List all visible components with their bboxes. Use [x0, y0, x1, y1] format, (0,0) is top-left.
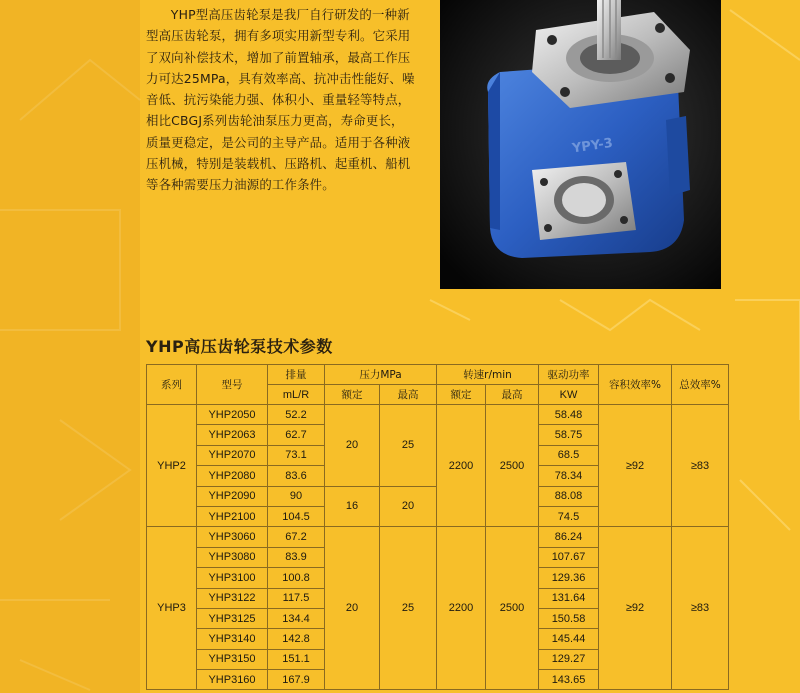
table-row — [147, 527, 729, 547]
speed-max-cell: 2500 — [486, 405, 539, 527]
model-cell: YHP3150 — [197, 649, 268, 669]
displacement-cell: 62.7 — [268, 425, 325, 445]
header-pressure-max: 最高 — [380, 385, 437, 405]
model-cell: YHP2063 — [197, 425, 268, 445]
displacement-cell: 83.9 — [268, 547, 325, 567]
model-cell: YHP3100 — [197, 568, 268, 588]
speed-max-cell: 2500 — [486, 527, 539, 690]
header-volumetric-efficiency: 容积效率% — [599, 365, 672, 405]
power-cell: 58.48 — [539, 405, 599, 425]
power-cell: 88.08 — [539, 486, 599, 506]
header-pressure: 压力MPa — [325, 365, 437, 385]
pressure-rated-cell: 20 — [325, 405, 380, 487]
power-cell: 143.65 — [539, 670, 599, 690]
displacement-cell: 167.9 — [268, 670, 325, 690]
pressure-max-cell: 25 — [380, 527, 437, 690]
power-cell: 145.44 — [539, 629, 599, 649]
table-title: YHP高压齿轮泵技术参数 — [146, 337, 333, 356]
header-series: 系列 — [147, 365, 197, 405]
model-cell: YHP2080 — [197, 466, 268, 486]
header-power-unit: KW — [539, 385, 599, 405]
displacement-cell: 83.6 — [268, 466, 325, 486]
model-cell: YHP3080 — [197, 547, 268, 567]
displacement-cell: 142.8 — [268, 629, 325, 649]
pressure-max-cell: 25 — [380, 405, 437, 487]
speed-rated-cell: 2200 — [437, 527, 486, 690]
displacement-cell: 90 — [268, 486, 325, 506]
displacement-cell: 100.8 — [268, 568, 325, 588]
displacement-cell: 117.5 — [268, 588, 325, 608]
volumetric-efficiency-cell: ≥92 — [599, 527, 672, 690]
header-total-efficiency: 总效率% — [672, 365, 729, 405]
header-pressure-rated: 额定 — [325, 385, 380, 405]
model-cell: YHP3160 — [197, 670, 268, 690]
total-efficiency-cell: ≥83 — [672, 405, 729, 527]
volumetric-efficiency-cell: ≥92 — [599, 405, 672, 527]
header-displacement: 排量 — [268, 365, 325, 385]
pressure-rated-cell: 20 — [325, 527, 380, 690]
header-displacement-unit: mL/R — [268, 385, 325, 405]
power-cell: 129.36 — [539, 568, 599, 588]
displacement-cell: 73.1 — [268, 445, 325, 465]
pressure-max-cell: 20 — [380, 486, 437, 527]
power-cell: 107.67 — [539, 547, 599, 567]
header-speed-max: 最高 — [486, 385, 539, 405]
model-cell: YHP3122 — [197, 588, 268, 608]
displacement-cell: 151.1 — [268, 649, 325, 669]
model-cell: YHP3140 — [197, 629, 268, 649]
power-cell: 86.24 — [539, 527, 599, 547]
model-cell: YHP2100 — [197, 506, 268, 526]
pressure-rated-cell: 16 — [325, 486, 380, 527]
power-cell: 74.5 — [539, 506, 599, 526]
header-model: 型号 — [197, 365, 268, 405]
model-cell: YHP2070 — [197, 445, 268, 465]
power-cell: 131.64 — [539, 588, 599, 608]
header-speed: 转速r/min — [437, 365, 539, 385]
model-cell: YHP3060 — [197, 527, 268, 547]
power-cell: 68.5 — [539, 445, 599, 465]
gear-pump-illustration — [440, 0, 721, 289]
header-power: 驱动功率 — [539, 365, 599, 385]
model-cell: YHP2050 — [197, 405, 268, 425]
spec-table — [146, 364, 729, 690]
displacement-cell: 134.4 — [268, 608, 325, 628]
power-cell: 78.34 — [539, 466, 599, 486]
product-photo — [440, 0, 721, 289]
speed-rated-cell: 2200 — [437, 405, 486, 527]
model-cell: YHP2090 — [197, 486, 268, 506]
series-yhp2: YHP2 — [147, 405, 197, 527]
displacement-cell: 52.2 — [268, 405, 325, 425]
total-efficiency-cell: ≥83 — [672, 527, 729, 690]
model-cell: YHP3125 — [197, 608, 268, 628]
table-row — [147, 405, 729, 425]
displacement-cell: 104.5 — [268, 506, 325, 526]
header-speed-rated: 额定 — [437, 385, 486, 405]
displacement-cell: 67.2 — [268, 527, 325, 547]
intro-paragraph: YHP型高压齿轮泵是我厂自行研发的一种新型高压齿轮泵，拥有多项实用新型专利。它采用了双向补偿技术，增加了前置轴承，最高工作压力可达25MPa，具有效率高、抗冲击性能好、噪音低、抗污染能力强、体积小、重量轻等特点，相比CBGJ系列齿轮油泵压力更高，寿命更长，质量更稳定，是公司的主导产品。适用于各种液压机械，特别是装载机、压路机、起重机、船机等各种需要压力油源的工作条件。 — [146, 7, 415, 193]
power-cell: 150.58 — [539, 608, 599, 628]
casting-text: YPY-3 — [571, 135, 614, 157]
table-header-row — [147, 365, 729, 385]
series-yhp3: YHP3 — [147, 527, 197, 690]
power-cell: 58.75 — [539, 425, 599, 445]
power-cell: 129.27 — [539, 649, 599, 669]
